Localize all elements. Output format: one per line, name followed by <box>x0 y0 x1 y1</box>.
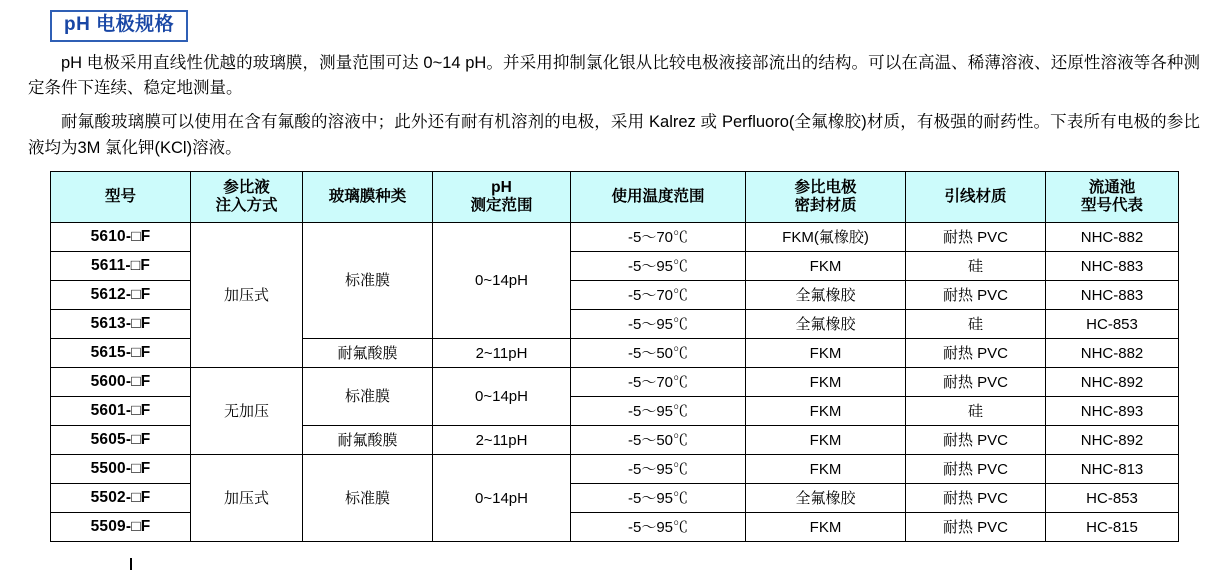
cell-lead: 耐热 PVC <box>906 426 1046 455</box>
cell-flow-cell: HC-853 <box>1046 310 1179 339</box>
cell-membrane: 耐氟酸膜 <box>303 339 433 368</box>
cell-lead: 耐热 PVC <box>906 455 1046 484</box>
cell-flow-cell: NHC-883 <box>1046 252 1179 281</box>
table-row <box>51 368 1179 397</box>
cell-model: 5502-□F <box>51 484 191 513</box>
cell-inject: 无加压 <box>191 368 303 455</box>
cell-seal: FKM <box>746 455 906 484</box>
cell-temp: -5～95℃ <box>571 484 746 513</box>
section-heading <box>50 10 188 42</box>
cell-lead: 耐热 PVC <box>906 513 1046 542</box>
cell-seal: FKM <box>746 368 906 397</box>
cell-flow-cell: NHC-892 <box>1046 426 1179 455</box>
cell-ph-range: 2~11pH <box>433 426 571 455</box>
cell-seal: 全氟橡胶 <box>746 281 906 310</box>
cell-model: 5500-□F <box>51 455 191 484</box>
cell-inject: 加压式 <box>191 223 303 368</box>
cell-lead: 硅 <box>906 310 1046 339</box>
cell-membrane: 标准膜 <box>303 223 433 339</box>
cell-ph-range: 0~14pH <box>433 223 571 339</box>
cell-model: 5613-□F <box>51 310 191 339</box>
cell-ph-range: 0~14pH <box>433 455 571 542</box>
cell-seal: 全氟橡胶 <box>746 310 906 339</box>
cell-flow-cell: NHC-813 <box>1046 455 1179 484</box>
cell-lead: 硅 <box>906 397 1046 426</box>
cell-seal: FKM <box>746 397 906 426</box>
cell-model: 5509-□F <box>51 513 191 542</box>
column-header-seal-material: 参比电极 密封材质 <box>746 172 906 223</box>
column-header-model: 型号 <box>51 172 191 223</box>
cell-temp: -5～95℃ <box>571 310 746 339</box>
cell-model: 5600-□F <box>51 368 191 397</box>
cell-lead: 耐热 PVC <box>906 223 1046 252</box>
cell-model: 5611-□F <box>51 252 191 281</box>
table-header-row <box>51 172 1179 223</box>
cell-temp: -5～70℃ <box>571 223 746 252</box>
cell-flow-cell: NHC-882 <box>1046 223 1179 252</box>
column-header-inject: 参比液 注入方式 <box>191 172 303 223</box>
cell-model: 5610-□F <box>51 223 191 252</box>
cell-flow-cell: NHC-892 <box>1046 368 1179 397</box>
heading-box <box>50 10 188 42</box>
column-header-flow-cell: 流通池 型号代表 <box>1046 172 1179 223</box>
cell-flow-cell: NHC-883 <box>1046 281 1179 310</box>
cell-flow-cell: HC-853 <box>1046 484 1179 513</box>
table-row <box>51 223 1179 252</box>
cell-seal: FKM <box>746 426 906 455</box>
spec-table <box>50 171 1179 542</box>
cell-model: 5601-□F <box>51 397 191 426</box>
table-row <box>51 455 1179 484</box>
cell-temp: -5～70℃ <box>571 368 746 397</box>
cell-temp: -5～50℃ <box>571 426 746 455</box>
spec-table-container <box>50 171 1178 542</box>
cell-lead: 硅 <box>906 252 1046 281</box>
paragraph-2: 耐氟酸玻璃膜可以使用在含有氟酸的溶液中；此外还有耐有机溶剂的电极，采用 Kalrez 或 Perfluoro(全氟橡胶)材质，有极强的耐药性。下表所有电极的参比液均为3M 氯化钾(KCl)溶液。 <box>28 113 1200 157</box>
cell-lead: 耐热 PVC <box>906 484 1046 513</box>
cell-model: 5615-□F <box>51 339 191 368</box>
page-title: pH 电极规格 <box>64 14 175 35</box>
cell-flow-cell: NHC-893 <box>1046 397 1179 426</box>
page-edge-mark <box>130 558 132 570</box>
cell-seal: FKM(氟橡胶) <box>746 223 906 252</box>
cell-flow-cell: HC-815 <box>1046 513 1179 542</box>
cell-temp: -5～95℃ <box>571 252 746 281</box>
paragraph-1: pH 电极采用直线性优越的玻璃膜，测量范围可达 0~14 pH。并采用抑制氯化银从比较电极液接部流出的结构。可以在高温、稀薄溶液、还原性溶液等各种测定条件下连续、稳定地测量。 <box>28 53 1200 98</box>
cell-model: 5612-□F <box>51 281 191 310</box>
cell-seal: FKM <box>746 339 906 368</box>
cell-seal: 全氟橡胶 <box>746 484 906 513</box>
cell-temp: -5～95℃ <box>571 455 746 484</box>
cell-temp: -5～50℃ <box>571 339 746 368</box>
cell-seal: FKM <box>746 513 906 542</box>
cell-membrane: 标准膜 <box>303 368 433 426</box>
column-header-ph-range: pH 测定范围 <box>433 172 571 223</box>
column-header-temp-range: 使用温度范围 <box>571 172 746 223</box>
column-header-lead-material: 引线材质 <box>906 172 1046 223</box>
cell-model: 5605-□F <box>51 426 191 455</box>
cell-temp: -5～70℃ <box>571 281 746 310</box>
cell-lead: 耐热 PVC <box>906 368 1046 397</box>
column-header-membrane: 玻璃膜种类 <box>303 172 433 223</box>
cell-inject: 加压式 <box>191 455 303 542</box>
cell-temp: -5～95℃ <box>571 397 746 426</box>
cell-lead: 耐热 PVC <box>906 339 1046 368</box>
cell-membrane: 标准膜 <box>303 455 433 542</box>
cell-flow-cell: NHC-882 <box>1046 339 1179 368</box>
cell-seal: FKM <box>746 252 906 281</box>
cell-ph-range: 2~11pH <box>433 339 571 368</box>
cell-membrane: 耐氟酸膜 <box>303 426 433 455</box>
cell-temp: -5～95℃ <box>571 513 746 542</box>
cell-ph-range: 0~14pH <box>433 368 571 426</box>
cell-lead: 耐热 PVC <box>906 281 1046 310</box>
